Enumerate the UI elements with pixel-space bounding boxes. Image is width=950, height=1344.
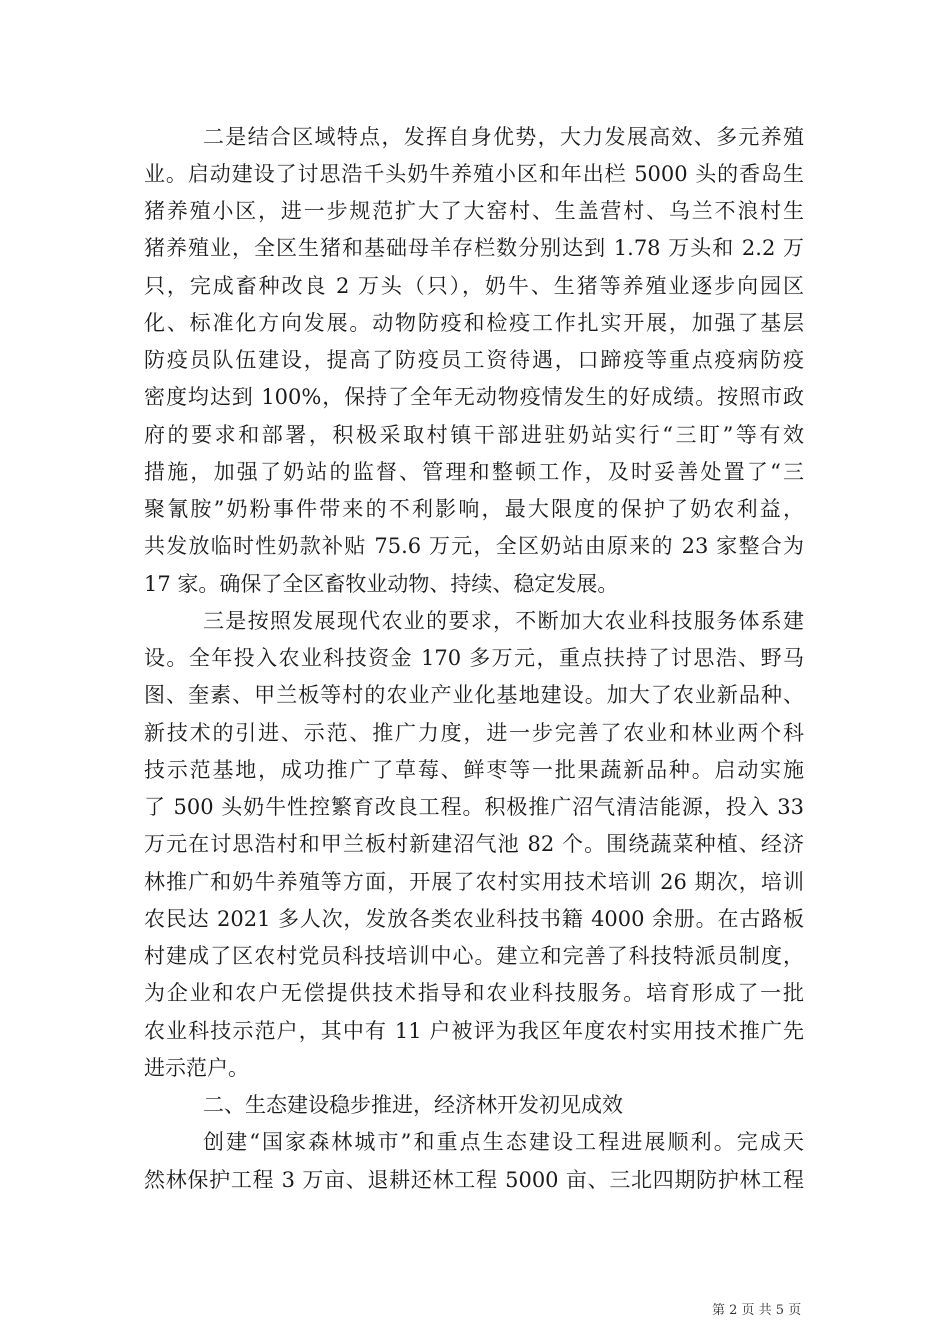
paragraph-1-line-10: 措施，加强了奶站的监督、管理和整顿工作，及时妥善处置了“三 (144, 460, 804, 484)
paragraph-2-line-8: 林推广和奶牛养殖等方面，开展了农村实用技术培训 26 期次，培训 (144, 870, 804, 894)
paragraph-2-line-13: 进示范户。 (144, 1056, 249, 1080)
paragraph-2-line-3: 图、奎素、甲兰板等村的农业产业化基地建设。加大了农业新品种、 (144, 683, 804, 707)
paragraph-2-line-6: 了 500 头奶牛性控繁育改良工程。积极推广沼气清洁能源，投入 33 (144, 795, 804, 819)
paragraph-2-line-5: 技示范基地，成功推广了草莓、鲜枣等一批果蔬新品种。启动实施 (144, 758, 804, 782)
paragraph-1-line-12: 共发放临时性奶款补贴 75.6 万元，全区奶站由原来的 23 家整合为 (144, 534, 804, 558)
paragraph-1-line-13: 17 家。确保了全区畜牧业动物、持续、稳定发展。 (144, 572, 619, 596)
paragraph-1-line-8: 密度均达到 100%，保持了全年无动物疫情发生的好成绩。按照市政 (144, 385, 804, 409)
paragraph-1-line-7: 防疫员队伍建设，提高了防疫员工资待遇，口蹄疫等重点疫病防疫 (144, 348, 804, 372)
paragraph-1-line-2: 业。启动建设了讨思浩千头奶牛养殖小区和年出栏 5000 头的香岛生 (144, 162, 804, 186)
paragraph-3-line-1: 创建“国家森林城市”和重点生态建设工程进展顺利。完成天 (203, 1130, 804, 1154)
paragraph-2-line-1: 三是按照发展现代农业的要求，不断加大农业科技服务体系建 (203, 609, 804, 633)
paragraph-1-line-5: 只，完成畜种改良 2 万头（只），奶牛、生猪等养殖业逐步向园区 (144, 274, 804, 298)
paragraph-2-line-10: 村建成了区农村党员科技培训中心。建立和完善了科技特派员制度， (144, 944, 804, 968)
page-number: 第 2 页 共 5 页 (712, 1303, 802, 1318)
paragraph-1-line-1: 二是结合区域特点，发挥自身优势，大力发展高效、多元养殖 (203, 125, 804, 149)
paragraph-2-line-9: 农民达 2021 多人次，发放各类农业科技书籍 4000 余册。在古路板 (144, 907, 804, 931)
paragraph-2-line-4: 新技术的引进、示范、推广力度，进一步完善了农业和林业两个科 (144, 721, 804, 745)
paragraph-2-line-2: 设。全年投入农业科技资金 170 多万元，重点扶持了讨思浩、野马 (144, 646, 804, 670)
paragraph-2-line-11: 为企业和农户无偿提供技术指导和农业科技服务。培育形成了一批 (144, 981, 804, 1005)
paragraph-2-line-12: 农业科技示范户，其中有 11 户被评为我区年度农村实用技术推广先 (144, 1019, 804, 1043)
section-heading: 二、生态建设稳步推进，经济林开发初见成效 (203, 1093, 623, 1117)
paragraph-3-line-2: 然林保护工程 3 万亩、退耕还林工程 5000 亩、三北四期防护林工程 (144, 1168, 804, 1192)
paragraph-1-line-6: 化、标准化方向发展。动物防疫和检疫工作扎实开展，加强了基层 (144, 311, 804, 335)
paragraph-1-line-3: 猪养殖小区，进一步规范扩大了大窑村、生盖营村、乌兰不浪村生 (144, 199, 804, 223)
paragraph-2-line-7: 万元在讨思浩村和甲兰板村新建沼气池 82 个。围绕蔬菜种植、经济 (144, 832, 804, 856)
paragraph-1-line-11: 聚氰胺”奶粉事件带来的不利影响，最大限度的保护了奶农利益， (144, 497, 804, 521)
paragraph-1-line-4: 猪养殖业，全区生猪和基础母羊存栏数分别达到 1.78 万头和 2.2 万 (144, 236, 804, 260)
paragraph-1-line-9: 府的要求和部署，积极采取村镇干部进驻奶站实行“三盯”等有效 (144, 423, 804, 447)
